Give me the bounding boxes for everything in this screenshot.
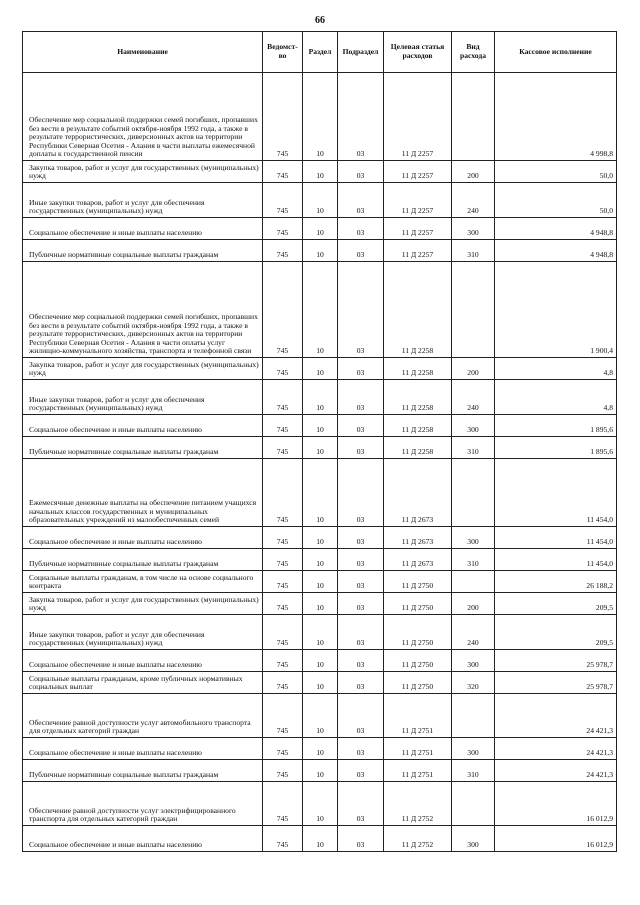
cell-section: 10 — [303, 760, 338, 782]
table-row — [23, 358, 617, 380]
cell-name: Публичные нормативные социальные выплаты гражданам — [23, 760, 263, 782]
cell-name: Социальное обеспечение и иные выплаты населению — [23, 218, 263, 240]
cell-type — [452, 571, 495, 593]
cell-amount: 24 421,3 — [495, 738, 617, 760]
cell-amount: 1 895,6 — [495, 415, 617, 437]
cell-section: 10 — [303, 380, 338, 415]
cell-type: 240 — [452, 380, 495, 415]
table-row — [23, 571, 617, 593]
table-row — [23, 694, 617, 738]
cell-name: Социальное обеспечение и иные выплаты населению — [23, 650, 263, 672]
cell-section: 10 — [303, 571, 338, 593]
cell-amount: 209,5 — [495, 593, 617, 615]
cell-name: Социальное обеспечение и иные выплаты населению — [23, 826, 263, 852]
cell-dept: 745 — [263, 380, 303, 415]
cell-section: 10 — [303, 262, 338, 358]
cell-type: 310 — [452, 549, 495, 571]
cell-subsection: 03 — [338, 380, 384, 415]
cell-name: Обеспечение равной доступности услуг автомобильного транспорта для отдельных категорий граждан — [23, 694, 263, 738]
table-row — [23, 262, 617, 358]
cell-amount: 209,5 — [495, 615, 617, 650]
cell-amount: 25 978,7 — [495, 650, 617, 672]
cell-dept: 745 — [263, 826, 303, 852]
cell-target: 11 Д 2673 — [384, 549, 452, 571]
cell-section: 10 — [303, 183, 338, 218]
cell-target: 11 Д 2257 — [384, 218, 452, 240]
cell-section: 10 — [303, 459, 338, 527]
cell-name: Социальное обеспечение и иные выплаты населению — [23, 415, 263, 437]
cell-dept: 745 — [263, 415, 303, 437]
cell-dept: 745 — [263, 571, 303, 593]
cell-amount: 11 454,0 — [495, 549, 617, 571]
cell-dept: 745 — [263, 161, 303, 183]
header-target: Целевая статья расходов — [384, 32, 452, 73]
table-row — [23, 593, 617, 615]
cell-target: 11 Д 2750 — [384, 650, 452, 672]
cell-type: 300 — [452, 527, 495, 549]
cell-subsection: 03 — [338, 218, 384, 240]
cell-amount: 16 012,9 — [495, 782, 617, 826]
cell-subsection: 03 — [338, 549, 384, 571]
cell-type: 200 — [452, 358, 495, 380]
cell-dept: 745 — [263, 183, 303, 218]
expenditure-table — [22, 31, 617, 852]
cell-section: 10 — [303, 161, 338, 183]
cell-amount: 50,0 — [495, 183, 617, 218]
cell-subsection: 03 — [338, 672, 384, 694]
cell-amount: 11 454,0 — [495, 459, 617, 527]
cell-target: 11 Д 2258 — [384, 415, 452, 437]
cell-amount: 4 948,8 — [495, 240, 617, 262]
cell-name: Иные закупки товаров, работ и услуг для обеспечения государственных (муниципальных) нужд — [23, 380, 263, 415]
cell-dept: 745 — [263, 615, 303, 650]
cell-amount: 11 454,0 — [495, 527, 617, 549]
cell-target: 11 Д 2257 — [384, 183, 452, 218]
cell-target: 11 Д 2750 — [384, 672, 452, 694]
cell-dept: 745 — [263, 672, 303, 694]
cell-name: Социальное обеспечение и иные выплаты населению — [23, 527, 263, 549]
cell-section: 10 — [303, 358, 338, 380]
header-section: Раздел — [303, 32, 338, 73]
cell-name: Обеспечение равной доступности услуг электрифицированного транспорта для отдельных категорий граждан — [23, 782, 263, 826]
cell-type: 300 — [452, 738, 495, 760]
header-subsection: Подраздел — [338, 32, 384, 73]
table-row — [23, 672, 617, 694]
cell-type: 200 — [452, 593, 495, 615]
cell-target: 11 Д 2257 — [384, 73, 452, 161]
cell-subsection: 03 — [338, 593, 384, 615]
header-type: Вид расхода — [452, 32, 495, 73]
cell-target: 11 Д 2752 — [384, 826, 452, 852]
cell-dept: 745 — [263, 358, 303, 380]
table-row — [23, 73, 617, 161]
cell-type — [452, 262, 495, 358]
cell-section: 10 — [303, 415, 338, 437]
cell-target: 11 Д 2258 — [384, 380, 452, 415]
cell-subsection: 03 — [338, 650, 384, 672]
table-row — [23, 549, 617, 571]
cell-dept: 745 — [263, 782, 303, 826]
cell-target: 11 Д 2673 — [384, 527, 452, 549]
cell-dept: 745 — [263, 549, 303, 571]
cell-section: 10 — [303, 738, 338, 760]
cell-name: Обеспечение мер социальной поддержки семей погибших, пропавших без вести в результате событий октября-ноября 1992 года, а также в результате террористических, диверсионных актов на территории Республики Северная Осетия - Алания в части оплаты услуг жилищно-коммунального хозяйства, транспорта и телефонной связи — [23, 262, 263, 358]
cell-type: 310 — [452, 437, 495, 459]
cell-type: 310 — [452, 760, 495, 782]
table-row — [23, 437, 617, 459]
table-row — [23, 415, 617, 437]
cell-subsection: 03 — [338, 262, 384, 358]
cell-subsection: 03 — [338, 826, 384, 852]
cell-section: 10 — [303, 218, 338, 240]
cell-subsection: 03 — [338, 738, 384, 760]
cell-section: 10 — [303, 650, 338, 672]
cell-amount: 25 978,7 — [495, 672, 617, 694]
cell-subsection: 03 — [338, 571, 384, 593]
cell-amount: 4,8 — [495, 358, 617, 380]
cell-type: 310 — [452, 240, 495, 262]
cell-target: 11 Д 2257 — [384, 161, 452, 183]
cell-dept: 745 — [263, 73, 303, 161]
table-row — [23, 218, 617, 240]
cell-dept: 745 — [263, 694, 303, 738]
cell-section: 10 — [303, 527, 338, 549]
cell-dept: 745 — [263, 650, 303, 672]
cell-target: 11 Д 2257 — [384, 240, 452, 262]
header-amount: Кассовое исполнение — [495, 32, 617, 73]
cell-subsection: 03 — [338, 161, 384, 183]
cell-section: 10 — [303, 782, 338, 826]
cell-name: Иные закупки товаров, работ и услуг для обеспечения государственных (муниципальных) нужд — [23, 183, 263, 218]
cell-amount: 50,0 — [495, 161, 617, 183]
cell-subsection: 03 — [338, 415, 384, 437]
cell-subsection: 03 — [338, 615, 384, 650]
cell-name: Публичные нормативные социальные выплаты гражданам — [23, 240, 263, 262]
cell-type — [452, 782, 495, 826]
table-row — [23, 760, 617, 782]
cell-name: Социальные выплаты гражданам, кроме публичных нормативных социальных выплат — [23, 672, 263, 694]
cell-dept: 745 — [263, 738, 303, 760]
cell-dept: 745 — [263, 459, 303, 527]
cell-subsection: 03 — [338, 694, 384, 738]
cell-amount: 26 188,2 — [495, 571, 617, 593]
cell-amount: 24 421,3 — [495, 760, 617, 782]
table-row — [23, 459, 617, 527]
cell-name: Иные закупки товаров, работ и услуг для обеспечения государственных (муниципальных) нужд — [23, 615, 263, 650]
cell-section: 10 — [303, 437, 338, 459]
cell-section: 10 — [303, 672, 338, 694]
cell-section: 10 — [303, 240, 338, 262]
cell-target: 11 Д 2258 — [384, 437, 452, 459]
cell-target: 11 Д 2751 — [384, 760, 452, 782]
cell-dept: 745 — [263, 218, 303, 240]
cell-type: 240 — [452, 615, 495, 650]
cell-section: 10 — [303, 73, 338, 161]
cell-name: Публичные нормативные социальные выплаты гражданам — [23, 549, 263, 571]
cell-type: 240 — [452, 183, 495, 218]
cell-target: 11 Д 2258 — [384, 358, 452, 380]
cell-target: 11 Д 2750 — [384, 571, 452, 593]
cell-subsection: 03 — [338, 240, 384, 262]
cell-dept: 745 — [263, 593, 303, 615]
cell-target: 11 Д 2750 — [384, 615, 452, 650]
cell-name: Закупка товаров, работ и услуг для государственных (муниципальных) нужд — [23, 161, 263, 183]
cell-dept: 745 — [263, 240, 303, 262]
cell-type: 200 — [452, 161, 495, 183]
cell-section: 10 — [303, 694, 338, 738]
cell-amount: 4 948,8 — [495, 218, 617, 240]
cell-type — [452, 459, 495, 527]
cell-subsection: 03 — [338, 760, 384, 782]
cell-name: Публичные нормативные социальные выплаты гражданам — [23, 437, 263, 459]
table-row — [23, 615, 617, 650]
cell-name: Социальное обеспечение и иные выплаты населению — [23, 738, 263, 760]
cell-amount: 16 012,9 — [495, 826, 617, 852]
cell-target: 11 Д 2258 — [384, 262, 452, 358]
cell-subsection: 03 — [338, 358, 384, 380]
header-dept: Ведомст-во — [263, 32, 303, 73]
cell-type: 300 — [452, 218, 495, 240]
cell-subsection: 03 — [338, 459, 384, 527]
table-header-row — [23, 32, 617, 73]
cell-subsection: 03 — [338, 183, 384, 218]
table-row — [23, 183, 617, 218]
table-row — [23, 782, 617, 826]
cell-section: 10 — [303, 549, 338, 571]
cell-type: 320 — [452, 672, 495, 694]
cell-type: 300 — [452, 826, 495, 852]
page-number: 66 — [315, 15, 325, 26]
cell-target: 11 Д 2751 — [384, 694, 452, 738]
cell-section: 10 — [303, 593, 338, 615]
cell-subsection: 03 — [338, 73, 384, 161]
cell-type — [452, 73, 495, 161]
cell-section: 10 — [303, 615, 338, 650]
cell-subsection: 03 — [338, 782, 384, 826]
table-row — [23, 380, 617, 415]
table-row — [23, 826, 617, 852]
cell-target: 11 Д 2752 — [384, 782, 452, 826]
table-row — [23, 650, 617, 672]
cell-subsection: 03 — [338, 437, 384, 459]
cell-type: 300 — [452, 415, 495, 437]
cell-dept: 745 — [263, 437, 303, 459]
cell-name: Ежемесячные денежные выплаты на обеспечение питанием учащихся начальных классов государственных и муниципальных образовательных учреждений из малообеспеченных семей — [23, 459, 263, 527]
cell-section: 10 — [303, 826, 338, 852]
cell-target: 11 Д 2750 — [384, 593, 452, 615]
cell-name: Социальные выплаты гражданам, в том числе на основе социального контракта — [23, 571, 263, 593]
cell-subsection: 03 — [338, 527, 384, 549]
cell-amount: 1 895,6 — [495, 437, 617, 459]
cell-name: Закупка товаров, работ и услуг для государственных (муниципальных) нужд — [23, 593, 263, 615]
cell-amount: 4 998,8 — [495, 73, 617, 161]
table-row — [23, 240, 617, 262]
cell-name: Закупка товаров, работ и услуг для государственных (муниципальных) нужд — [23, 358, 263, 380]
table-row — [23, 161, 617, 183]
cell-dept: 745 — [263, 527, 303, 549]
cell-name: Обеспечение мер социальной поддержки семей погибших, пропавших без вести в результате событий октября-ноября 1992 года, а также в результате террористических, диверсионных актов на территории Республики Северная Осетия - Алания в части выплаты ежемесячной доплаты к государственной пенсии — [23, 73, 263, 161]
cell-type: 300 — [452, 650, 495, 672]
table-row — [23, 527, 617, 549]
cell-target: 11 Д 2673 — [384, 459, 452, 527]
cell-amount: 1 900,4 — [495, 262, 617, 358]
cell-type — [452, 694, 495, 738]
cell-dept: 745 — [263, 262, 303, 358]
table-row — [23, 738, 617, 760]
header-name: Наименование — [23, 32, 263, 73]
cell-target: 11 Д 2751 — [384, 738, 452, 760]
cell-dept: 745 — [263, 760, 303, 782]
cell-amount: 24 421,3 — [495, 694, 617, 738]
cell-amount: 4,8 — [495, 380, 617, 415]
